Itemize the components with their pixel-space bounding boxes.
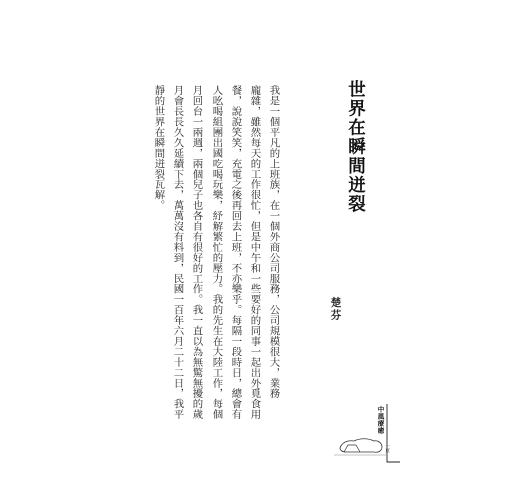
body-column-4: 人吆喝組團出國吃喝玩樂，紓解繁忙的壓力。我的先生在大陸工作，每個	[210, 85, 223, 420]
body-column-3: 餐，說說笑笑，充電之後再回去上班，不亦樂乎。每隔一段時日，總會有	[229, 85, 242, 420]
corner-label: 中風療癒	[376, 406, 385, 434]
page-marker: 一頁	[384, 443, 390, 453]
body-column-6: 月會長長久久延續下去，萬萬沒有料到，民國一百年六月二十二日，我平	[171, 85, 184, 420]
corner-illustration	[334, 404, 404, 464]
body-column-5: 月回台一兩週，兩個兒子也各自有很好的工作。我一直以為無驚無擾的歲	[190, 85, 203, 420]
body-column-7: 靜的世界在瞬間迸裂瓦解。	[152, 85, 165, 211]
body-column-1: 我是一個平凡的上班族，在一個外商公司服務，公司規模很大，業務	[267, 85, 280, 399]
article-title: 世界在瞬間迸裂	[345, 80, 366, 214]
article-author: 楚芬	[329, 297, 342, 322]
body-column-2: 龐雜，雖然每天的工作很忙，但是中午和一些要好的同事一起出外覓食用	[248, 85, 261, 420]
